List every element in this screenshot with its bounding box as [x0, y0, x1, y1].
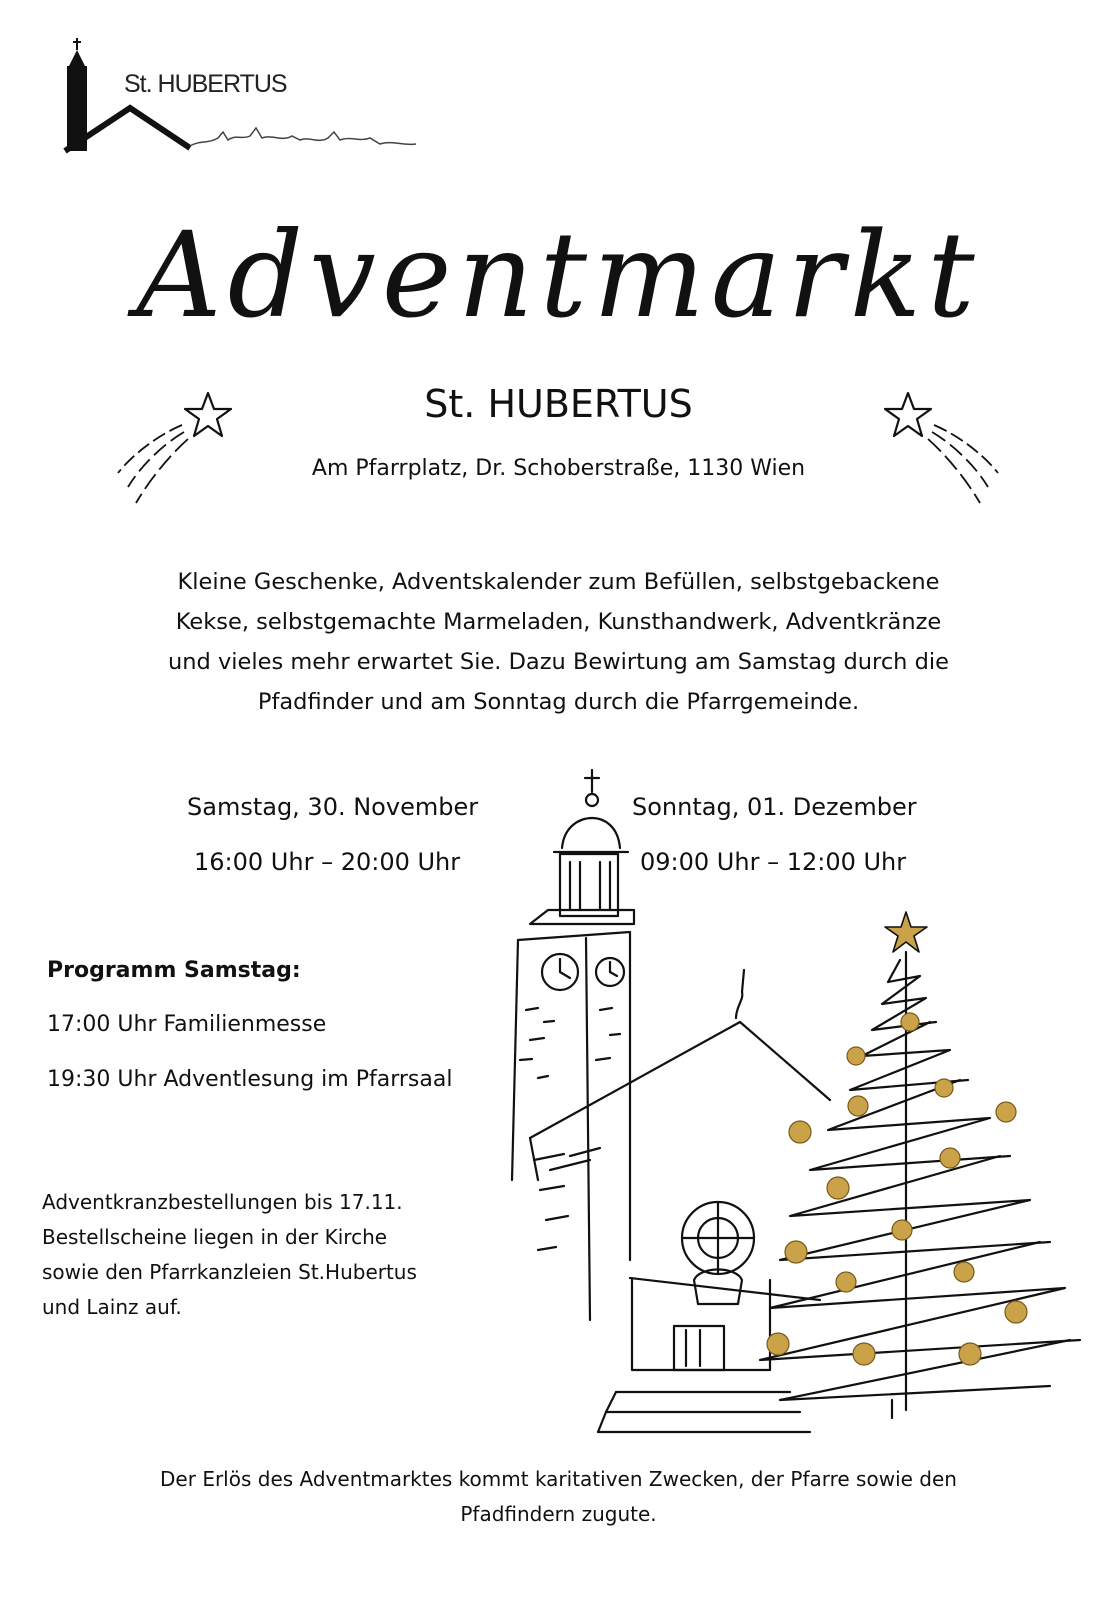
program-item: 17:00 Uhr Familienmesse: [47, 1012, 327, 1037]
program-item: 19:30 Uhr Adventlesung im Pfarrsaal: [47, 1067, 453, 1092]
note-line: und Lainz auf.: [42, 1295, 182, 1319]
day-2-time: 09:00 Uhr – 12:00 Uhr: [640, 848, 907, 876]
intro-line: Kekse, selbstgemachte Marmeladen, Kunsthandwerk, Adventkränze: [175, 609, 942, 635]
logo-text: St. HUBERTUS: [124, 70, 287, 98]
address: Am Pfarrplatz, Dr. Schoberstraße, 1130 Wien: [311, 456, 806, 481]
note-line: sowie den Pfarrkanzleien St.Hubertus: [42, 1260, 417, 1284]
program-heading: Programm Samstag:: [47, 958, 301, 983]
day-1-date: Samstag, 30. November: [187, 793, 479, 821]
intro-line: Kleine Geschenke, Adventskalender zum Befüllen, selbstgebackene: [177, 569, 940, 595]
shooting-star-left-icon: [110, 385, 250, 520]
footer-line: Pfadfindern zugute.: [460, 1502, 657, 1526]
page-title: Adventmarkt: [136, 206, 981, 344]
day-1-time: 16:00 Uhr – 20:00 Uhr: [194, 848, 461, 876]
intro-line: Pfadfinder und am Sonntag durch die Pfarrgemeinde.: [257, 689, 860, 715]
footer-text: [0, 1462, 1117, 1532]
footer-line: Der Erlös des Adventmarktes kommt karitativen Zwecken, der Pfarre sowie den: [160, 1467, 957, 1491]
day-2-date: Sonntag, 01. Dezember: [632, 793, 917, 821]
note-line: Bestellscheine liegen in der Kirche: [42, 1225, 388, 1249]
parish-logo: [60, 36, 430, 161]
note-line: Adventkranzbestellungen bis 17.11.: [42, 1190, 403, 1214]
page-subtitle: St. HUBERTUS: [424, 382, 693, 426]
intro-line: und vieles mehr erwartet Sie. Dazu Bewirtung am Samstag durch die: [168, 649, 949, 675]
wreath-order-note: [42, 1185, 502, 1325]
shooting-star-right-icon: [866, 385, 1006, 520]
intro-text: [100, 562, 1017, 722]
